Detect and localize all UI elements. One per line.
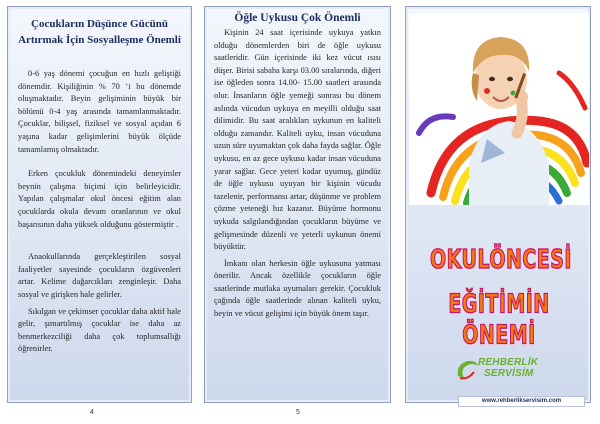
child-painting-illustration <box>409 13 589 205</box>
left-panel-title <box>18 16 181 48</box>
left-title-line1: Çocukların Düşünce Gücünü <box>31 18 168 30</box>
cover-panel <box>405 6 591 403</box>
left-panel-body <box>18 68 181 356</box>
logo-text-servisim: SERVİSİM <box>484 368 534 379</box>
left-paragraph-4: Sıkılgan ve çekimser çocuklar daha aktif hale gelir, şımartılmış çocuklar ise daha az benmerkezciliği daha çok toplumsallığı öğrenirler. <box>18 306 181 354</box>
website-url[interactable]: www.rehberlikservisim.com <box>458 396 585 407</box>
left-title-line2: Artırmak İçin Sosyalleşme Önemli <box>18 34 181 46</box>
left-panel <box>7 6 192 403</box>
left-paragraph-2: Erken çocukluk dönemindeki deneyimler beynin çalışma biçimi için belirleyicidir. Yapılan çalışmalar okul öncesi eğitim alan çocuklarda okula devam oranlarının ve okul başarısının daha yüksek olduğunu göstermiştir . <box>18 169 181 229</box>
middle-paragraph-1: Kişinin 24 saat içerisinde uykuya yatkın olduğu dönemlerden biri de öğle uykusu saatleridir. Gün içerisinde iki kez vücut ısısı düşer. Birisi sabaha karşı 03.00 sıralarında, diğeri ise öğleden sonra 14.00- 15.00 saatleri arasında olur. İnsanların öğle yemeği sonrası bu dönem aslında vücudun uykuya en meyilli olduğu saat dilimidir. Bu saat aralıkları uykunun en kaliteli olduğu zamandır. Kaliteli uyku, insan vücuduna uzun süre uyumaktan çok daha fayda sağlar. Öğle uykusu, en az gece uykusu kadar insan vücuduna yarar sağlar. Gece yeteri kadar uyumuş, gündüz de öğle uykusu uyuyan bir kişinin vücudu tazelenir, performansı artar, düşünme ve problem çözme yeteneği hız kazanır. Büyüme hormonu uykuda salgılandığından çocukların büyüme ve gelişmesinde düzenli ve yeterli uykunun önemi büyüktür. <box>214 28 381 252</box>
left-paragraph-1: 0-6 yaş dönemi çocuğun en hızlı geliştiği dönemdir. Kişiliğinin % 70 ‘i bu dönemde oluşmaktadır. Beyin gelişiminin büyük bir bölümü 0-4 yaş arasında tamamlanmaktadır. Çocuklar, bilişsel, fiziksel ve sosyal açıdan 6 yaşına kadar gelişimlerini büyük ölçüde tamamlamış olmaktadır. <box>18 69 181 154</box>
page-number-left: 4 <box>90 409 94 416</box>
left-paragraph-3: Anaokullarında gerçekleştirilen sosyal faaliyetler sayesinde çocukların özgüvenleri artar. Kelime dağarcıkları zenginleşir. Daha sosyal ve girişken hale gelirler. <box>18 252 181 299</box>
page-number-middle: 5 <box>296 409 300 416</box>
middle-panel-title: Öğle Uykusu Çok Önemli <box>234 12 361 24</box>
cover-heading-line1: OKULÖNCESİ <box>430 243 572 275</box>
cover-heading-line2: EĞİTİMİN ÖNEMİ <box>448 287 550 351</box>
middle-paragraph-2: İmkanı olan herkesin öğle uykusuna yatması önerilir. Ancak özellikle çocukların öğle saatlerinde mutlaka uyumaları gerekir. Çocukluk çağında öğle saatlerinde alınan kaliteli uyku, beyin ve vücut gelişimi için büyük önem taşır. <box>214 258 381 319</box>
rehberlik-servisim-logo <box>454 356 544 382</box>
middle-panel <box>204 6 391 403</box>
middle-panel-body <box>214 27 381 321</box>
logo-swoosh-icon <box>454 356 480 382</box>
logo-text-rehberlik: REHBERLİK <box>478 357 539 368</box>
child-painting-photo <box>409 13 589 205</box>
